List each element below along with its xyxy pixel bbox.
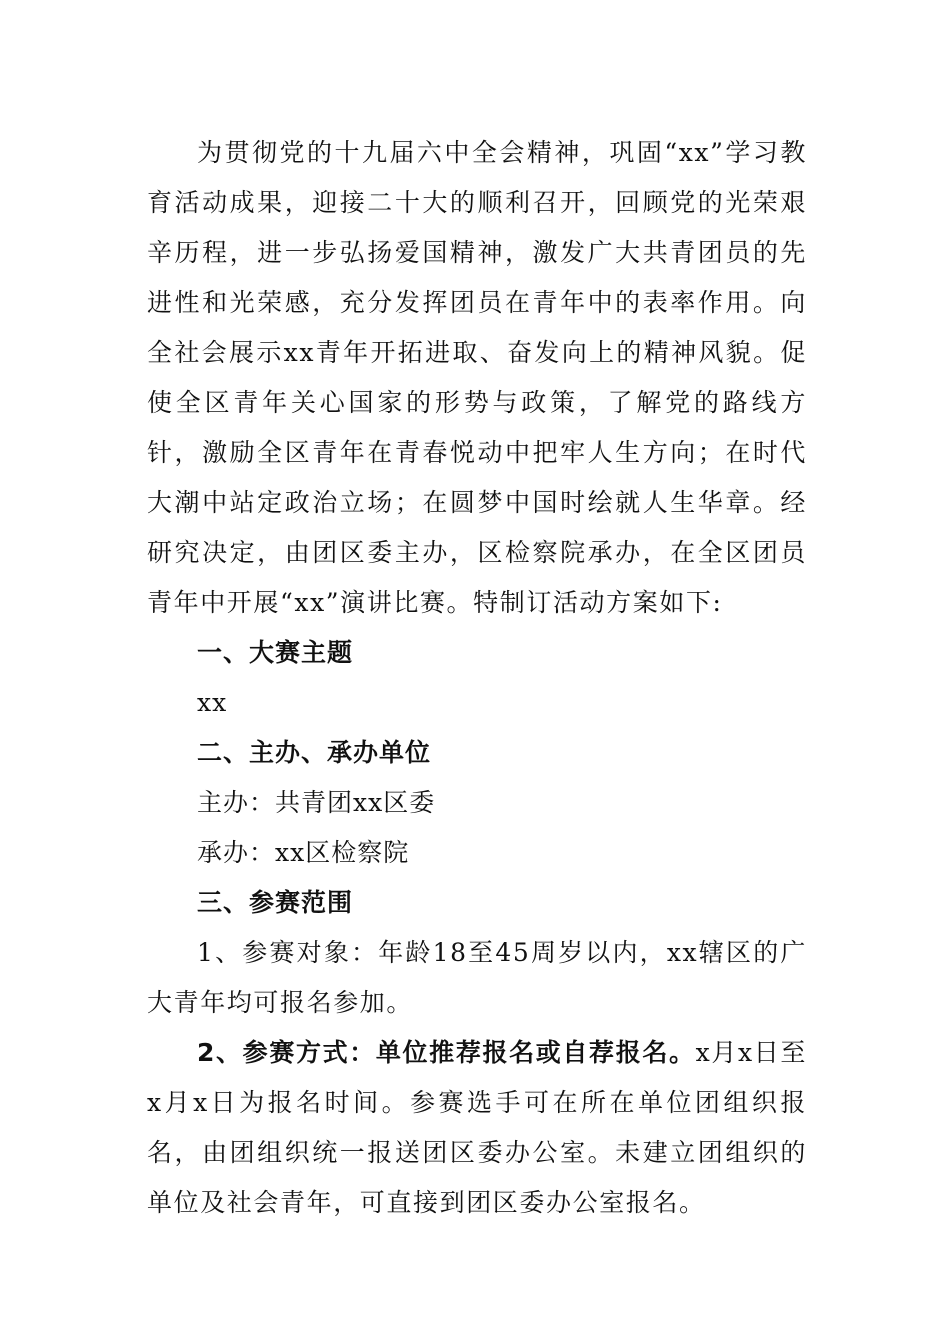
section-heading-scope: 三、参赛范围 — [197, 888, 354, 917]
section-heading-organizers: 二、主办、承办单位 — [197, 738, 432, 767]
intro-paragraph: 为贯彻党的十九届六中全会精神，巩固“xx”学习教育活动成果，迎接二十大的顺利召开，回顾党的光荣艰辛历程，进一步弘扬爱国精神，激发广大共青团员的先进性和光荣感，充分发挥团员在青年中的表率作用。向全社会展示xx青年开拓进取、奋发向上的精神风貌。促使全区青年关心国家的形势与政策，了解党的路线方针，激励全区青年在青春悦动中把牢人生方向；在时代大潮中站定政治立场；在圆梦中国时绘就人生华章。经研究决定，由团区委主办，区检察院承办，在全区团员青年中开展“xx”演讲比赛。特制订活动方案如下: — [147, 138, 807, 617]
document-body — [147, 128, 807, 1228]
registration-method-title: 2、参赛方式：单位推荐报名或自荐报名。 — [197, 1038, 696, 1067]
registration-method-text: x月x日至x月x日为报名时间。参赛选手可在所在单位团组织报名，由团组织统一报送团区委办公室。未建立团组织的单位及社会青年，可直接到团区委办公室报名。 — [147, 1038, 807, 1217]
participant-eligibility: 1、参赛对象：年龄18至45周岁以内，xx辖区的广大青年均可报名参加。 — [147, 938, 807, 1017]
organizer-line: 承办：xx区检察院 — [197, 838, 410, 867]
theme-text: xx — [197, 688, 228, 717]
registration-method — [147, 1028, 807, 1228]
section-heading-theme: 一、大赛主题 — [197, 638, 354, 667]
host-line: 主办：共青团xx区委 — [197, 788, 436, 817]
